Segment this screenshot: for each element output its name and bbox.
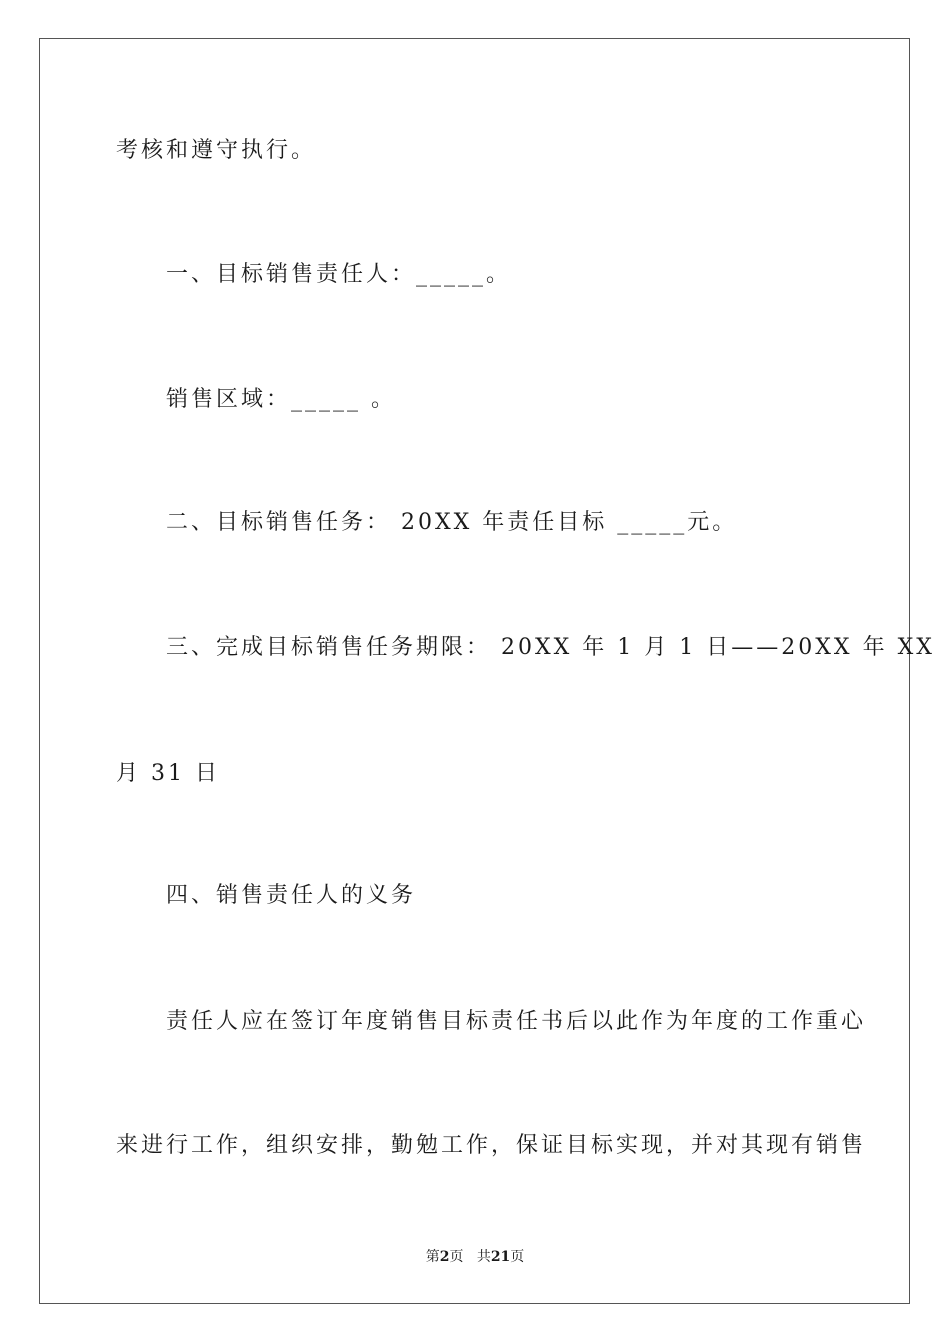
footer-page-number: 2: [439, 1249, 450, 1265]
footer-total-pages: 21: [490, 1249, 511, 1265]
footer-page-suffix: 页: [449, 1249, 464, 1265]
footer-total-prefix: 共: [476, 1249, 491, 1265]
paragraph-line: 考核和遵守执行。: [116, 138, 317, 163]
page-frame: [39, 38, 910, 1304]
paragraph-line: 来进行工作，组织安排，勤勉工作，保证目标实现，并对其现有销售: [116, 1133, 867, 1158]
section-one-heading: 一、目标销售责任人：_____。: [166, 262, 512, 287]
page-footer: [0, 1247, 950, 1267]
section-two-heading: 二、目标销售任务： 20XX 年责任目标 _____元。: [166, 510, 738, 535]
section-four-heading: 四、销售责任人的义务: [166, 883, 417, 908]
footer-total-suffix: 页: [510, 1249, 525, 1265]
footer-page-prefix: 第: [425, 1249, 440, 1265]
sales-region-line: 销售区域：_____ 。: [166, 387, 396, 412]
section-three-heading: 三、完成目标销售任务期限： 20XX 年 1 月 1 日——20XX 年 XX: [166, 635, 935, 660]
section-three-continuation: 月 31 日: [116, 761, 220, 786]
paragraph-line: 责任人应在签订年度销售目标责任书后以此作为年度的工作重心: [166, 1009, 867, 1034]
